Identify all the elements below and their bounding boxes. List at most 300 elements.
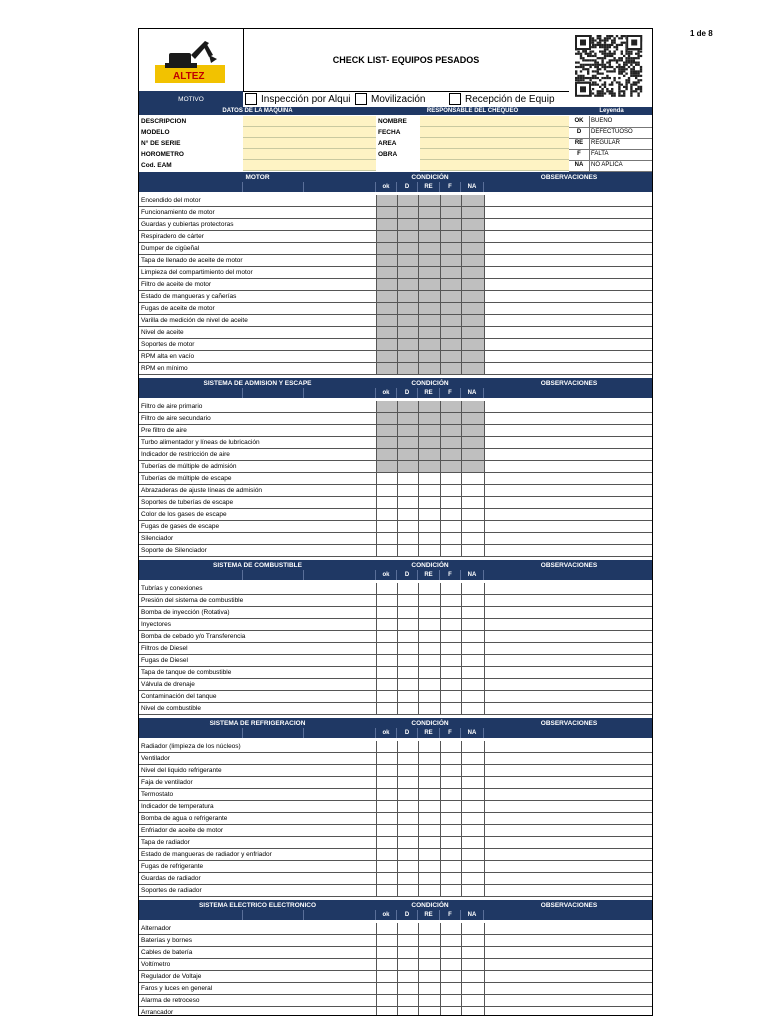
condition-cell-ok[interactable] <box>376 303 397 314</box>
condition-cell-na[interactable] <box>461 545 484 556</box>
observation-cell[interactable] <box>484 255 653 266</box>
condition-cell-f[interactable] <box>440 485 461 496</box>
observation-cell[interactable] <box>484 195 653 206</box>
condition-cell-re[interactable] <box>418 1007 440 1016</box>
condition-cell-ok[interactable] <box>376 983 397 994</box>
condition-cell-d[interactable] <box>397 607 418 618</box>
condition-cell-d[interactable] <box>397 327 418 338</box>
checkbox[interactable] <box>245 93 257 105</box>
condition-cell-ok[interactable] <box>376 207 397 218</box>
condition-cell-f[interactable] <box>440 679 461 690</box>
condition-cell-re[interactable] <box>418 363 440 374</box>
observation-cell[interactable] <box>484 509 653 520</box>
observation-cell[interactable] <box>484 849 653 860</box>
condition-cell-na[interactable] <box>461 363 484 374</box>
condition-cell-f[interactable] <box>440 437 461 448</box>
condition-cell-d[interactable] <box>397 777 418 788</box>
area-field[interactable] <box>420 138 569 149</box>
fecha-field[interactable] <box>420 127 569 138</box>
condition-cell-f[interactable] <box>440 363 461 374</box>
condition-cell-ok[interactable] <box>376 413 397 424</box>
condition-cell-d[interactable] <box>397 849 418 860</box>
condition-cell-na[interactable] <box>461 983 484 994</box>
condition-cell-ok[interactable] <box>376 825 397 836</box>
condition-cell-f[interactable] <box>440 413 461 424</box>
condition-cell-f[interactable] <box>440 631 461 642</box>
condition-cell-re[interactable] <box>418 255 440 266</box>
condition-cell-re[interactable] <box>418 545 440 556</box>
condition-cell-na[interactable] <box>461 753 484 764</box>
condition-cell-ok[interactable] <box>376 363 397 374</box>
condition-cell-d[interactable] <box>397 667 418 678</box>
condition-cell-na[interactable] <box>461 607 484 618</box>
condition-cell-f[interactable] <box>440 691 461 702</box>
condition-cell-ok[interactable] <box>376 667 397 678</box>
condition-cell-re[interactable] <box>418 655 440 666</box>
observation-cell[interactable] <box>484 351 653 362</box>
condition-cell-na[interactable] <box>461 667 484 678</box>
condition-cell-na[interactable] <box>461 655 484 666</box>
condition-cell-ok[interactable] <box>376 655 397 666</box>
condition-cell-re[interactable] <box>418 995 440 1006</box>
checkbox[interactable] <box>449 93 461 105</box>
observation-cell[interactable] <box>484 583 653 594</box>
condition-cell-re[interactable] <box>418 279 440 290</box>
condition-cell-na[interactable] <box>461 485 484 496</box>
condition-cell-re[interactable] <box>418 873 440 884</box>
condition-cell-f[interactable] <box>440 545 461 556</box>
condition-cell-f[interactable] <box>440 461 461 472</box>
condition-cell-na[interactable] <box>461 473 484 484</box>
condition-cell-d[interactable] <box>397 231 418 242</box>
condition-cell-f[interactable] <box>440 533 461 544</box>
condition-cell-re[interactable] <box>418 935 440 946</box>
condition-cell-na[interactable] <box>461 461 484 472</box>
condition-cell-na[interactable] <box>461 947 484 958</box>
condition-cell-d[interactable] <box>397 801 418 812</box>
condition-cell-f[interactable] <box>440 703 461 714</box>
condition-cell-ok[interactable] <box>376 583 397 594</box>
condition-cell-ok[interactable] <box>376 267 397 278</box>
condition-cell-d[interactable] <box>397 243 418 254</box>
condition-cell-re[interactable] <box>418 959 440 970</box>
observation-cell[interactable] <box>484 789 653 800</box>
condition-cell-re[interactable] <box>418 267 440 278</box>
condition-cell-d[interactable] <box>397 207 418 218</box>
condition-cell-ok[interactable] <box>376 243 397 254</box>
condition-cell-na[interactable] <box>461 291 484 302</box>
condition-cell-d[interactable] <box>397 363 418 374</box>
condition-cell-d[interactable] <box>397 195 418 206</box>
condition-cell-d[interactable] <box>397 619 418 630</box>
condition-cell-f[interactable] <box>440 885 461 896</box>
observation-cell[interactable] <box>484 995 653 1006</box>
condition-cell-ok[interactable] <box>376 619 397 630</box>
observation-cell[interactable] <box>484 703 653 714</box>
condition-cell-ok[interactable] <box>376 533 397 544</box>
condition-cell-na[interactable] <box>461 777 484 788</box>
condition-cell-ok[interactable] <box>376 485 397 496</box>
condition-cell-d[interactable] <box>397 413 418 424</box>
condition-cell-ok[interactable] <box>376 923 397 934</box>
condition-cell-ok[interactable] <box>376 401 397 412</box>
condition-cell-re[interactable] <box>418 813 440 824</box>
condition-cell-na[interactable] <box>461 303 484 314</box>
condition-cell-na[interactable] <box>461 679 484 690</box>
condition-cell-na[interactable] <box>461 207 484 218</box>
serie-field[interactable] <box>243 138 376 149</box>
condition-cell-ok[interactable] <box>376 935 397 946</box>
condition-cell-d[interactable] <box>397 339 418 350</box>
condition-cell-na[interactable] <box>461 837 484 848</box>
condition-cell-na[interactable] <box>461 279 484 290</box>
observation-cell[interactable] <box>484 741 653 752</box>
condition-cell-ok[interactable] <box>376 789 397 800</box>
condition-cell-f[interactable] <box>440 339 461 350</box>
condition-cell-ok[interactable] <box>376 753 397 764</box>
condition-cell-d[interactable] <box>397 583 418 594</box>
responsable-extra-field[interactable] <box>420 160 569 171</box>
condition-cell-f[interactable] <box>440 351 461 362</box>
condition-cell-na[interactable] <box>461 315 484 326</box>
condition-cell-ok[interactable] <box>376 425 397 436</box>
observation-cell[interactable] <box>484 837 653 848</box>
condition-cell-na[interactable] <box>461 813 484 824</box>
observation-cell[interactable] <box>484 885 653 896</box>
condition-cell-d[interactable] <box>397 351 418 362</box>
condition-cell-ok[interactable] <box>376 255 397 266</box>
observation-cell[interactable] <box>484 655 653 666</box>
condition-cell-f[interactable] <box>440 825 461 836</box>
condition-cell-na[interactable] <box>461 533 484 544</box>
condition-cell-na[interactable] <box>461 825 484 836</box>
condition-cell-ok[interactable] <box>376 679 397 690</box>
condition-cell-ok[interactable] <box>376 995 397 1006</box>
observation-cell[interactable] <box>484 339 653 350</box>
condition-cell-ok[interactable] <box>376 509 397 520</box>
condition-cell-re[interactable] <box>418 825 440 836</box>
observation-cell[interactable] <box>484 485 653 496</box>
condition-cell-re[interactable] <box>418 291 440 302</box>
condition-cell-f[interactable] <box>440 753 461 764</box>
condition-cell-ok[interactable] <box>376 521 397 532</box>
condition-cell-na[interactable] <box>461 195 484 206</box>
observation-cell[interactable] <box>484 631 653 642</box>
condition-cell-d[interactable] <box>397 655 418 666</box>
condition-cell-f[interactable] <box>440 583 461 594</box>
condition-cell-ok[interactable] <box>376 327 397 338</box>
condition-cell-ok[interactable] <box>376 315 397 326</box>
condition-cell-f[interactable] <box>440 473 461 484</box>
condition-cell-f[interactable] <box>440 619 461 630</box>
condition-cell-d[interactable] <box>397 497 418 508</box>
observation-cell[interactable] <box>484 327 653 338</box>
condition-cell-re[interactable] <box>418 401 440 412</box>
condition-cell-na[interactable] <box>461 351 484 362</box>
condition-cell-f[interactable] <box>440 813 461 824</box>
condition-cell-d[interactable] <box>397 449 418 460</box>
condition-cell-d[interactable] <box>397 303 418 314</box>
condition-cell-ok[interactable] <box>376 813 397 824</box>
condition-cell-f[interactable] <box>440 207 461 218</box>
condition-cell-d[interactable] <box>397 679 418 690</box>
condition-cell-na[interactable] <box>461 437 484 448</box>
condition-cell-re[interactable] <box>418 449 440 460</box>
condition-cell-re[interactable] <box>418 533 440 544</box>
condition-cell-f[interactable] <box>440 267 461 278</box>
condition-cell-d[interactable] <box>397 315 418 326</box>
condition-cell-na[interactable] <box>461 509 484 520</box>
condition-cell-re[interactable] <box>418 437 440 448</box>
condition-cell-d[interactable] <box>397 753 418 764</box>
condition-cell-d[interactable] <box>397 509 418 520</box>
condition-cell-d[interactable] <box>397 533 418 544</box>
condition-cell-na[interactable] <box>461 935 484 946</box>
condition-cell-f[interactable] <box>440 983 461 994</box>
condition-cell-d[interactable] <box>397 873 418 884</box>
condition-cell-d[interactable] <box>397 425 418 436</box>
condition-cell-na[interactable] <box>461 255 484 266</box>
condition-cell-re[interactable] <box>418 243 440 254</box>
condition-cell-re[interactable] <box>418 703 440 714</box>
condition-cell-na[interactable] <box>461 703 484 714</box>
condition-cell-f[interactable] <box>440 303 461 314</box>
condition-cell-ok[interactable] <box>376 279 397 290</box>
condition-cell-re[interactable] <box>418 521 440 532</box>
condition-cell-ok[interactable] <box>376 437 397 448</box>
condition-cell-ok[interactable] <box>376 703 397 714</box>
condition-cell-ok[interactable] <box>376 1007 397 1016</box>
condition-cell-ok[interactable] <box>376 741 397 752</box>
condition-cell-re[interactable] <box>418 425 440 436</box>
condition-cell-ok[interactable] <box>376 291 397 302</box>
condition-cell-f[interactable] <box>440 849 461 860</box>
condition-cell-re[interactable] <box>418 195 440 206</box>
condition-cell-d[interactable] <box>397 267 418 278</box>
observation-cell[interactable] <box>484 473 653 484</box>
condition-cell-na[interactable] <box>461 789 484 800</box>
observation-cell[interactable] <box>484 813 653 824</box>
condition-cell-re[interactable] <box>418 485 440 496</box>
observation-cell[interactable] <box>484 679 653 690</box>
condition-cell-re[interactable] <box>418 679 440 690</box>
condition-cell-na[interactable] <box>461 401 484 412</box>
condition-cell-ok[interactable] <box>376 643 397 654</box>
observation-cell[interactable] <box>484 643 653 654</box>
condition-cell-re[interactable] <box>418 631 440 642</box>
condition-cell-d[interactable] <box>397 291 418 302</box>
condition-cell-d[interactable] <box>397 643 418 654</box>
condition-cell-f[interactable] <box>440 449 461 460</box>
condition-cell-ok[interactable] <box>376 971 397 982</box>
condition-cell-na[interactable] <box>461 765 484 776</box>
condition-cell-f[interactable] <box>440 509 461 520</box>
condition-cell-f[interactable] <box>440 219 461 230</box>
condition-cell-d[interactable] <box>397 837 418 848</box>
observation-cell[interactable] <box>484 545 653 556</box>
condition-cell-na[interactable] <box>461 995 484 1006</box>
condition-cell-d[interactable] <box>397 691 418 702</box>
condition-cell-f[interactable] <box>440 959 461 970</box>
condition-cell-ok[interactable] <box>376 691 397 702</box>
nombre-field[interactable] <box>420 116 569 127</box>
observation-cell[interactable] <box>484 401 653 412</box>
condition-cell-re[interactable] <box>418 765 440 776</box>
condition-cell-ok[interactable] <box>376 777 397 788</box>
condition-cell-re[interactable] <box>418 923 440 934</box>
condition-cell-na[interactable] <box>461 231 484 242</box>
condition-cell-ok[interactable] <box>376 801 397 812</box>
condition-cell-f[interactable] <box>440 279 461 290</box>
condition-cell-d[interactable] <box>397 971 418 982</box>
condition-cell-ok[interactable] <box>376 947 397 958</box>
condition-cell-re[interactable] <box>418 219 440 230</box>
condition-cell-re[interactable] <box>418 947 440 958</box>
condition-cell-re[interactable] <box>418 861 440 872</box>
condition-cell-f[interactable] <box>440 1007 461 1016</box>
condition-cell-re[interactable] <box>418 971 440 982</box>
condition-cell-f[interactable] <box>440 947 461 958</box>
condition-cell-f[interactable] <box>440 861 461 872</box>
condition-cell-re[interactable] <box>418 753 440 764</box>
condition-cell-d[interactable] <box>397 473 418 484</box>
condition-cell-f[interactable] <box>440 521 461 532</box>
condition-cell-re[interactable] <box>418 303 440 314</box>
observation-cell[interactable] <box>484 667 653 678</box>
condition-cell-d[interactable] <box>397 789 418 800</box>
condition-cell-na[interactable] <box>461 595 484 606</box>
condition-cell-ok[interactable] <box>376 195 397 206</box>
condition-cell-na[interactable] <box>461 631 484 642</box>
condition-cell-f[interactable] <box>440 655 461 666</box>
condition-cell-f[interactable] <box>440 935 461 946</box>
condition-cell-na[interactable] <box>461 497 484 508</box>
observation-cell[interactable] <box>484 449 653 460</box>
observation-cell[interactable] <box>484 801 653 812</box>
condition-cell-ok[interactable] <box>376 631 397 642</box>
condition-cell-d[interactable] <box>397 485 418 496</box>
condition-cell-d[interactable] <box>397 861 418 872</box>
condition-cell-f[interactable] <box>440 497 461 508</box>
condition-cell-ok[interactable] <box>376 607 397 618</box>
condition-cell-re[interactable] <box>418 741 440 752</box>
condition-cell-na[interactable] <box>461 619 484 630</box>
observation-cell[interactable] <box>484 363 653 374</box>
condition-cell-f[interactable] <box>440 667 461 678</box>
horometro-field[interactable] <box>243 149 376 160</box>
condition-cell-re[interactable] <box>418 351 440 362</box>
condition-cell-d[interactable] <box>397 741 418 752</box>
observation-cell[interactable] <box>484 873 653 884</box>
condition-cell-re[interactable] <box>418 607 440 618</box>
observation-cell[interactable] <box>484 497 653 508</box>
observation-cell[interactable] <box>484 231 653 242</box>
condition-cell-re[interactable] <box>418 327 440 338</box>
descripcion-field[interactable] <box>243 116 376 127</box>
condition-cell-re[interactable] <box>418 595 440 606</box>
observation-cell[interactable] <box>484 303 653 314</box>
condition-cell-d[interactable] <box>397 401 418 412</box>
cod-eam-field[interactable] <box>243 160 376 171</box>
condition-cell-na[interactable] <box>461 327 484 338</box>
condition-cell-d[interactable] <box>397 631 418 642</box>
obra-field[interactable] <box>420 149 569 160</box>
condition-cell-ok[interactable] <box>376 351 397 362</box>
condition-cell-f[interactable] <box>440 315 461 326</box>
observation-cell[interactable] <box>484 983 653 994</box>
condition-cell-ok[interactable] <box>376 885 397 896</box>
checkbox[interactable] <box>355 93 367 105</box>
condition-cell-re[interactable] <box>418 643 440 654</box>
condition-cell-re[interactable] <box>418 837 440 848</box>
observation-cell[interactable] <box>484 595 653 606</box>
condition-cell-f[interactable] <box>440 401 461 412</box>
condition-cell-ok[interactable] <box>376 497 397 508</box>
condition-cell-d[interactable] <box>397 885 418 896</box>
observation-cell[interactable] <box>484 461 653 472</box>
condition-cell-f[interactable] <box>440 765 461 776</box>
condition-cell-f[interactable] <box>440 195 461 206</box>
condition-cell-d[interactable] <box>397 255 418 266</box>
condition-cell-re[interactable] <box>418 473 440 484</box>
observation-cell[interactable] <box>484 923 653 934</box>
observation-cell[interactable] <box>484 521 653 532</box>
condition-cell-re[interactable] <box>418 339 440 350</box>
observation-cell[interactable] <box>484 607 653 618</box>
condition-cell-ok[interactable] <box>376 765 397 776</box>
condition-cell-d[interactable] <box>397 219 418 230</box>
modelo-field[interactable] <box>243 127 376 138</box>
condition-cell-re[interactable] <box>418 691 440 702</box>
condition-cell-na[interactable] <box>461 243 484 254</box>
condition-cell-f[interactable] <box>440 327 461 338</box>
condition-cell-ok[interactable] <box>376 849 397 860</box>
observation-cell[interactable] <box>484 861 653 872</box>
condition-cell-na[interactable] <box>461 425 484 436</box>
condition-cell-f[interactable] <box>440 291 461 302</box>
condition-cell-d[interactable] <box>397 923 418 934</box>
condition-cell-f[interactable] <box>440 607 461 618</box>
condition-cell-re[interactable] <box>418 315 440 326</box>
condition-cell-na[interactable] <box>461 583 484 594</box>
condition-cell-ok[interactable] <box>376 461 397 472</box>
condition-cell-re[interactable] <box>418 789 440 800</box>
observation-cell[interactable] <box>484 279 653 290</box>
condition-cell-f[interactable] <box>440 425 461 436</box>
observation-cell[interactable] <box>484 207 653 218</box>
condition-cell-d[interactable] <box>397 765 418 776</box>
observation-cell[interactable] <box>484 413 653 424</box>
observation-cell[interactable] <box>484 267 653 278</box>
condition-cell-na[interactable] <box>461 219 484 230</box>
observation-cell[interactable] <box>484 243 653 254</box>
condition-cell-ok[interactable] <box>376 219 397 230</box>
observation-cell[interactable] <box>484 219 653 230</box>
observation-cell[interactable] <box>484 315 653 326</box>
condition-cell-f[interactable] <box>440 595 461 606</box>
condition-cell-f[interactable] <box>440 777 461 788</box>
condition-cell-d[interactable] <box>397 703 418 714</box>
condition-cell-re[interactable] <box>418 777 440 788</box>
condition-cell-re[interactable] <box>418 849 440 860</box>
condition-cell-f[interactable] <box>440 995 461 1006</box>
condition-cell-ok[interactable] <box>376 837 397 848</box>
condition-cell-f[interactable] <box>440 837 461 848</box>
condition-cell-na[interactable] <box>461 339 484 350</box>
condition-cell-f[interactable] <box>440 243 461 254</box>
observation-cell[interactable] <box>484 947 653 958</box>
condition-cell-d[interactable] <box>397 1007 418 1016</box>
